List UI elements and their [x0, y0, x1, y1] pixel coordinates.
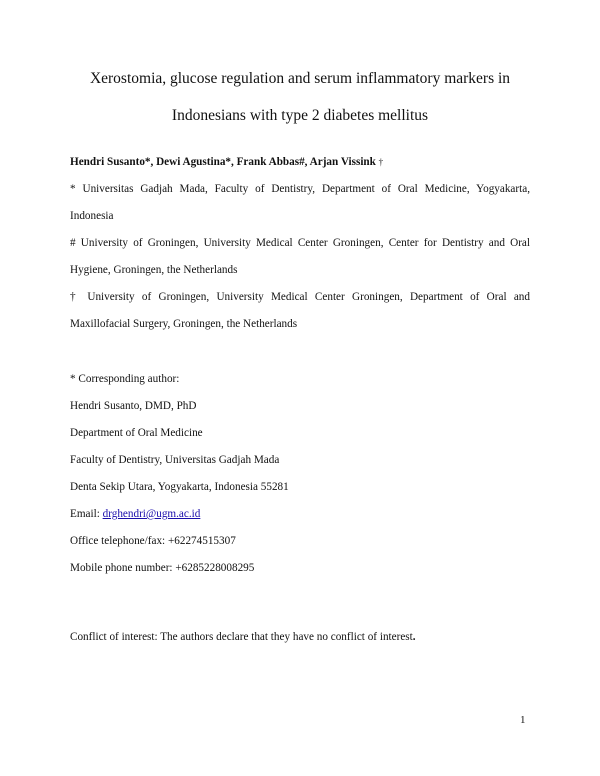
author-names: Hendri Susanto*, Dewi Agustina*, Frank Abbas#, Arjan Vissink: [70, 156, 376, 168]
office-telephone: Office telephone/fax: +62274515307: [70, 535, 236, 547]
conflict-period: .: [412, 631, 416, 643]
affiliation-2-line-2: Hygiene, Groningen, the Netherlands: [70, 264, 238, 276]
affiliation-3-line-1: † University of Groningen, University Medical Center Groningen, Department of Oral and: [70, 291, 530, 303]
email-label: Email:: [70, 508, 103, 520]
conflict-of-interest-statement: [70, 632, 416, 643]
corresponding-author-email: [70, 509, 200, 520]
affiliation-1-line-2: Indonesia: [70, 210, 114, 222]
affiliation-3-line-2: Maxillofacial Surgery, Groningen, the Netherlands: [70, 318, 298, 330]
corresponding-author-faculty: Faculty of Dentistry, Universitas Gadjah Mada: [70, 454, 280, 466]
conflict-text: Conflict of interest: The authors declare that they have no conflict of interest: [70, 631, 413, 643]
corresponding-author-address: Denta Sekip Utara, Yogyakarta, Indonesia 55281: [70, 481, 289, 493]
author-dagger-mark: †: [378, 157, 384, 167]
mobile-phone: Mobile phone number: +6285228008295: [70, 562, 255, 574]
paper-title-line-2: Indonesians with type 2 diabetes mellitus: [171, 107, 429, 124]
paper-title-line-1: Xerostomia, glucose regulation and serum inflammatory markers in: [89, 70, 511, 87]
affiliation-1-line-1: * Universitas Gadjah Mada, Faculty of Dentistry, Department of Oral Medicine, Yogyakarta,: [70, 183, 530, 195]
affiliation-2-line-1: # University of Groningen, University Medical Center Groningen, Center for Dentistry and Oral: [70, 237, 530, 249]
corresponding-author-name: Hendri Susanto, DMD, PhD: [70, 400, 197, 412]
page-number: 1: [520, 714, 526, 726]
corresponding-author-department: Department of Oral Medicine: [70, 427, 203, 439]
author-list: [70, 157, 383, 168]
email-link[interactable]: drghendri@ugm.ac.id: [102, 508, 201, 520]
corresponding-author-label: * Corresponding author:: [70, 373, 180, 385]
